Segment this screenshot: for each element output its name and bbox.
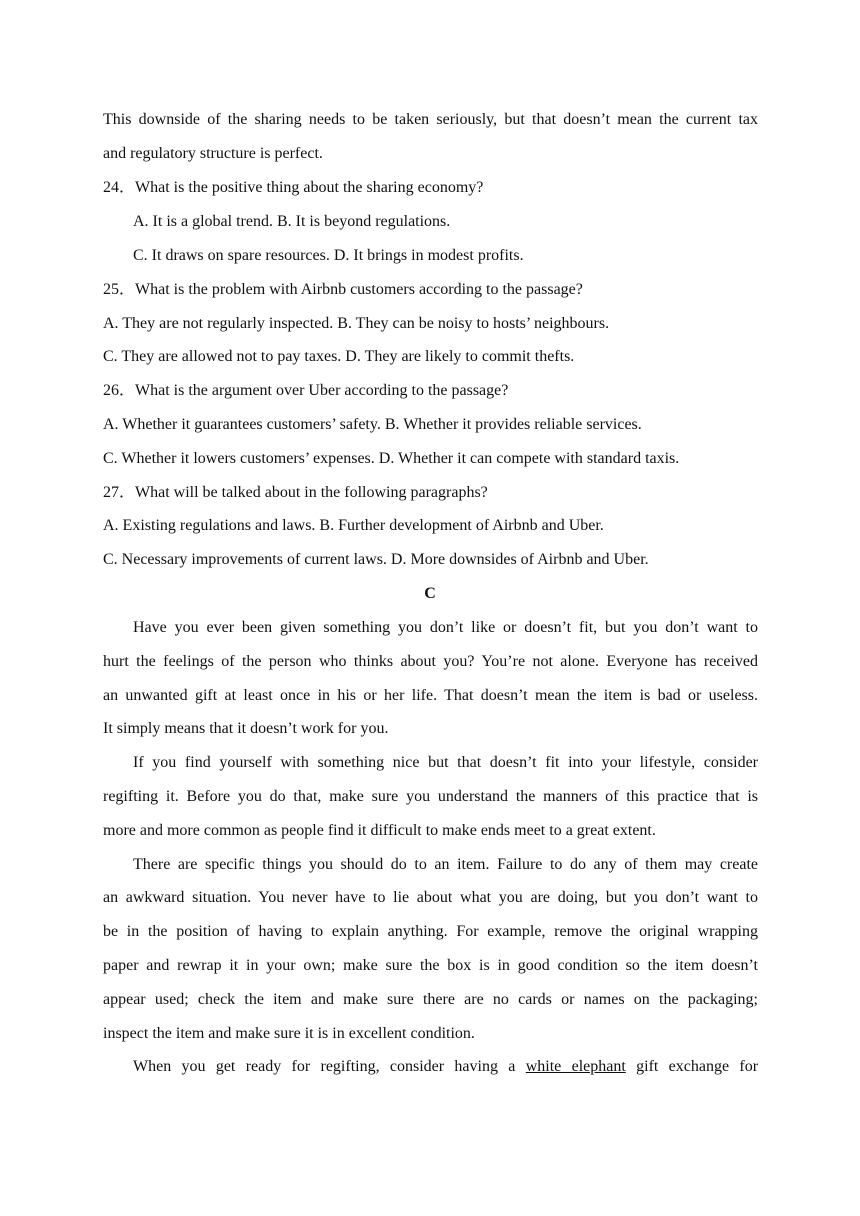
question-27-stem: 27．What will be talked about in the following paragraphs?: [103, 484, 488, 501]
paragraph-3-line-4: paper and rewrap it in your own; make sure the box is in good condition so the item doesn’t: [103, 957, 758, 974]
paragraph-2-line-3: more and more common as people find it difficult to make ends meet to a great extent.: [103, 822, 656, 839]
question-24-options-2: C. It draws on spare resources. D. It brings in modest profits.: [133, 247, 524, 264]
question-27-options-1: A. Existing regulations and laws. B. Further development of Airbnb and Uber.: [103, 517, 604, 534]
paragraph-4-line-1: [133, 1057, 758, 1077]
paragraph-1-line-4: It simply means that it doesn’t work for you.: [103, 720, 389, 737]
paragraph-3-line-5: appear used; check the item and make sure there are no cards or names on the packaging;: [103, 991, 758, 1008]
paragraph-1-line-2: hurt the feelings of the person who thinks about you? You’re not alone. Everyone has received: [103, 653, 758, 670]
question-26-options-2: C. Whether it lowers customers’ expenses. D. Whether it can compete with standard taxis.: [103, 450, 680, 467]
paragraph-3-line-2: an awkward situation. You never have to lie about what you are doing, but you don’t want to: [103, 889, 758, 906]
paragraph-1-line-1: Have you ever been given something you don’t like or doesn’t fit, but you don’t want to: [133, 619, 758, 636]
question-25-stem: 25．What is the problem with Airbnb customers according to the passage?: [103, 281, 583, 298]
section-heading: C: [424, 585, 436, 602]
question-26-options-1: A. Whether it guarantees customers’ safety. B. Whether it provides reliable services.: [103, 416, 642, 433]
paragraph-3-line-6: inspect the item and make sure it is in excellent condition.: [103, 1025, 475, 1042]
underlined-term: white elephant: [525, 1058, 626, 1075]
question-25-options-2: C. They are allowed not to pay taxes. D. They are likely to commit thefts.: [103, 348, 575, 365]
question-25-options-1: A. They are not regularly inspected. B. They can be noisy to hosts’ neighbours.: [103, 315, 610, 332]
paragraph-4-text-after: gift exchange for: [636, 1058, 758, 1075]
question-26-stem: 26．What is the argument over Uber according to the passage?: [103, 382, 509, 399]
paragraph-1-line-3: an unwanted gift at least once in his or her life. That doesn’t mean the item is bad or useless.: [103, 687, 758, 704]
intro-line-2: and regulatory structure is perfect.: [103, 145, 323, 162]
paragraph-2-line-1: If you find yourself with something nice but that doesn’t fit into your lifestyle, consider: [133, 754, 758, 771]
paragraph-2-line-2: regifting it. Before you do that, make sure you understand the manners of this practice that is: [103, 788, 758, 805]
question-24-stem: 24．What is the positive thing about the sharing economy?: [103, 179, 484, 196]
paragraph-3-line-3: be in the position of having to explain anything. For example, remove the original wrapping: [103, 923, 758, 940]
question-24-options-1: A. It is a global trend. B. It is beyond regulations.: [133, 213, 451, 230]
question-27-options-2: C. Necessary improvements of current laws. D. More downsides of Airbnb and Uber.: [103, 551, 649, 568]
paragraph-4-text-before: When you get ready for regifting, consider having a: [133, 1058, 516, 1075]
intro-line-1: This downside of the sharing needs to be taken seriously, but that doesn’t mean the current tax: [103, 111, 758, 128]
paragraph-3-line-1: There are specific things you should do to an item. Failure to do any of them may create: [133, 856, 758, 873]
